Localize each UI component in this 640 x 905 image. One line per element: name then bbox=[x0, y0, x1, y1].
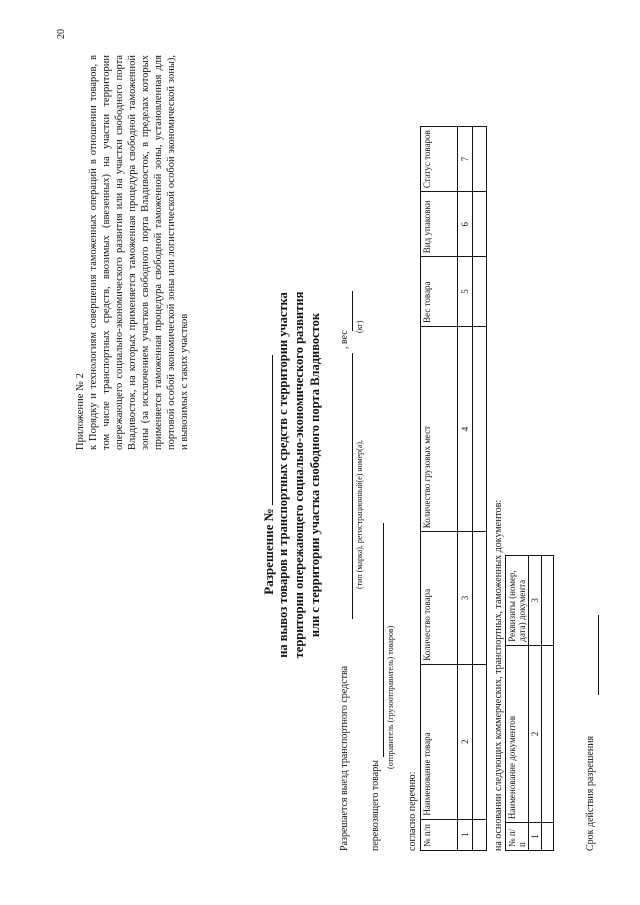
col-header: Наименование товара bbox=[421, 664, 458, 819]
list-label: согласно перечню: bbox=[407, 771, 418, 851]
col-header: Количество товара bbox=[421, 532, 458, 664]
weight-unit-hint: (кг) bbox=[355, 320, 364, 333]
col-number: 2 bbox=[458, 664, 473, 819]
col-header: Наименование документов bbox=[506, 645, 529, 822]
col-number: 7 bbox=[458, 127, 473, 192]
appendix-block bbox=[74, 55, 191, 450]
col-number: 4 bbox=[458, 326, 473, 531]
vehicle-field-line bbox=[351, 353, 353, 619]
goods-table bbox=[420, 126, 487, 851]
col-number: 2 bbox=[529, 645, 542, 822]
documents-basis-label: на основании следующих коммерческих, транспортных, таможенных документов: bbox=[493, 499, 504, 851]
vehicle-hint: (тип (марка), регистрационный(е) номер(а), bbox=[355, 439, 364, 589]
col-number: 1 bbox=[529, 823, 542, 851]
appendix-text: к Порядку и технологиям совершения таможенных операций в отношении товаров, в том числе транспортных средств, ввозимых (ввезенных) на участки территории опережающего социально-экономического развития или на участки свободного порта Владивосток, на которых применяется таможенная процедура свободной таможенной зоны (за исключением участков свободного порта Владивосток, в пределах которых применяется таможенная процедура свободной таможенной зоны, установленная для портовой особой экономической зоны или логистической особой экономической зоны), и вывозимых с таких участков bbox=[88, 55, 190, 450]
col-header: Реквизиты (номер, дата) документа bbox=[506, 556, 529, 646]
validity-field-line bbox=[597, 615, 599, 695]
col-number: 3 bbox=[458, 532, 473, 664]
col-header: № п/п bbox=[421, 819, 458, 850]
weight-label: , вес bbox=[339, 330, 350, 349]
permit-subtitle-1: на вывоз товаров и транспортных средств с территории участка bbox=[276, 292, 290, 658]
goods-carried-hint: (отправитель (грузоотправитель) товаров) bbox=[386, 625, 395, 769]
documents-table-number-row bbox=[529, 556, 542, 851]
appendix-title: Приложение № 2 bbox=[75, 373, 86, 450]
goods-table-header bbox=[421, 127, 458, 851]
goods-table-number-row bbox=[458, 127, 473, 851]
weight-field-line bbox=[351, 291, 353, 331]
col-number: 3 bbox=[529, 556, 542, 646]
permit-subtitle-2: территории опережающего социально-экономического развития bbox=[292, 291, 306, 659]
validity-label: Срок действия разрешения bbox=[585, 735, 596, 851]
col-header: Количество грузовых мест bbox=[421, 326, 458, 531]
permit-number-line bbox=[260, 355, 273, 505]
page-number: 20 bbox=[56, 29, 67, 39]
goods-carried-label: перевозящего товары bbox=[370, 760, 381, 851]
permit-title: Разрешение № bbox=[260, 225, 276, 725]
col-header: Статус товаров bbox=[421, 127, 458, 192]
col-number: 1 bbox=[458, 819, 473, 850]
col-number: 6 bbox=[458, 192, 473, 257]
col-header: № п/п bbox=[506, 823, 529, 851]
documents-table-header bbox=[506, 556, 529, 851]
goods-carried-line bbox=[382, 523, 384, 757]
documents-table-blank-row bbox=[542, 556, 554, 851]
col-number: 5 bbox=[458, 257, 473, 327]
col-header: Вид упаковки bbox=[421, 192, 458, 257]
documents-table bbox=[505, 555, 554, 851]
vehicle-exit-label: Разрешается выезд транспортного средства bbox=[339, 665, 350, 851]
col-header: Вес товара bbox=[421, 257, 458, 327]
goods-table-blank-row bbox=[473, 127, 487, 851]
permit-subtitle-3: или с территории участка свободного порта Владивосток bbox=[308, 312, 322, 638]
